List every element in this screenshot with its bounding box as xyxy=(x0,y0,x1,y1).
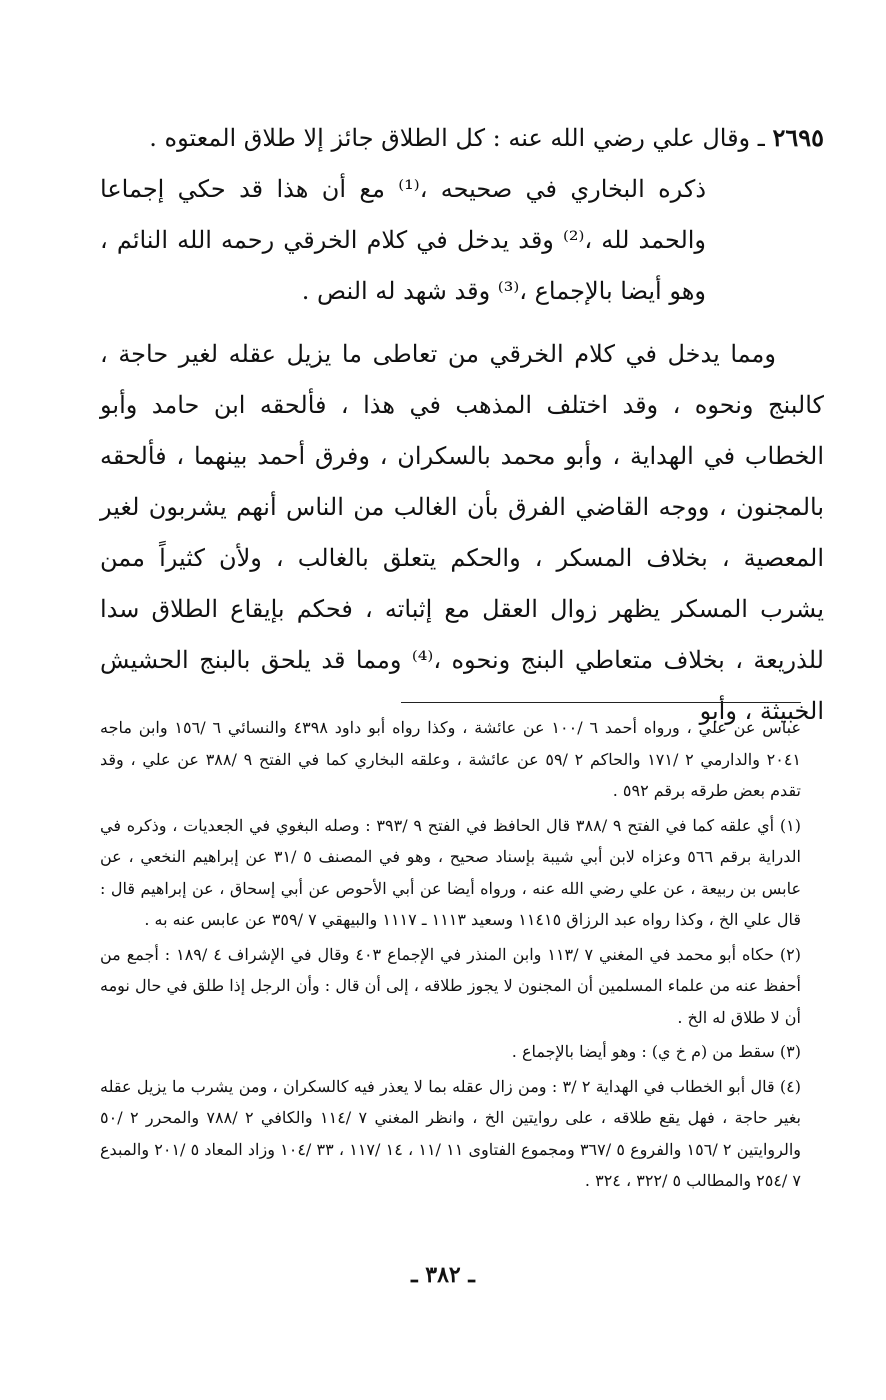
entry-continuation: ذكره البخاري في صحيحه ،⁽¹⁾ مع أن هذا قد حكي إجماعا والحمد لله ،⁽²⁾ وقد يدخل في كلام الخرقي رحمه الله النائم ، وهو أيضا بالإجماع ،⁽³⁾ وقد شهد له النص . xyxy=(100,175,707,305)
entry-number: ٢٦٩٥ xyxy=(772,123,824,152)
main-text xyxy=(100,112,824,737)
footnote-continued: عباس عن علي ، ورواه أحمد ٦ /١٠٠ عن عائشة ، وكذا رواه أبو داود ٤٣٩٨ والنسائي ٦ /١٥٦ وابن ماجه ٢٠٤١ والدارمي ٢ /١٧١ والحاكم ٢ /٥٩ عن عائشة ، وعلقه البخاري كما في الفتح ٩ /٣٨٨ عن علي ، وقد تقدم بعض طرقه برقم ٥٩٢ . xyxy=(100,718,802,800)
footnote-divider xyxy=(401,702,801,703)
footnote-2: (٢) حكاه أبو محمد في المغني ٧ /١١٣ وابن المنذر في الإجماع ٤٠٣ وقال في الإشراف ٤ /١٨٩ : أجمع من أحفظ عنه من علماء المسلمين أن المجنون لا يجوز طلاقه ، إلى أن قال : وأن الرجل إذا طلق في حال نومه أن لا طلاق له الخ . xyxy=(100,944,802,1027)
paragraph-commentary: ومما يدخل في كلام الخرقي من تعاطى ما يزيل عقله لغير حاجة ، كالبنج ونحوه ، وقد اختلف المذهب في هذا ، فألحقه ابن حامد وأبو الخطاب في الهداية ، وأبو محمد بالسكران ، وفرق أحمد بينهما ، فألحقه بالمجنون ، ووجه القاضي الفرق بأن الغالب من الناس أنهم يشربون لغير المعصية ، بخلاف المسكر ، والحكم يتعلق بالغالب ، ولأن كثيراً ممن يشرب المسكر يظهر زوال العقل مع إثباته ، فحكم بإيقاع الطلاق سدا للذريعة ، بخلاف متعاطي البنج ونحوه ،⁽⁴⁾ ومما قد يلحق بالبنج الحشيش الخبيثة ، وأبو xyxy=(100,340,824,725)
footnote-1: (١) أي علقه كما في الفتح ٩ /٣٨٨ قال الحافظ في الفتح ٩ /٣٩٣ : وصله البغوي في الجعديات ، وذكره في الدراية برقم ٥٦٦ وعزاه لابن أبي شيبة بإسناد صحيح ، وهو في المصنف ٥ /٣١ عن إبراهيم النخعي ، عن عابس بن ربيعة ، عن علي رضي الله عنه ، ورواه أيضا عن أبي الأحوص عن أبي إسحاق ، عن إبراهيم قال : قال علي الخ ، وكذا رواه عبد الرزاق ١١٤١٥ وسعيد ١١١٣ ـ ١١١٧ والبيهقي ٧ /٣٥٩ عن عابس عنه به . xyxy=(100,815,802,929)
footnotes xyxy=(100,712,801,1197)
page-number: ـ ٣٨٢ ـ xyxy=(411,1262,475,1288)
paragraph-entry xyxy=(100,112,824,317)
entry-first-line: ـ وقال علي رضي الله عنه : كل الطلاق جائز إلا طلاق المعتوه . xyxy=(149,124,765,152)
footnote-3: (٣) سقط من (م خ ي) : وهو أيضا بالإجماع . xyxy=(511,1042,801,1061)
footnote-4: (٤) قال أبو الخطاب في الهداية ٢ /٣ : ومن زال عقله بما لا يعذر فيه كالسكران ، ومن يشرب ما يزيل عقله بغير حاجة ، فهل يقع طلاقه ، على روايتين الخ ، وانظر المغني ٧ /١١٤ والكافي ٢ /٧٨٨ والمحرر ٢ /٥٠ والروايتين ٢ /١٥٦ والفروع ٥ /٣٦٧ ومجموع الفتاوى ١١ /١١ ، ١٤ /١١٧ ، ٣٣ /١٠٤ وزاد المعاد ٥ /٢٠١ والمبدع ٧ /٢٥٤ والمطالب ٥ /٣٢٢ ، ٣٢٤ . xyxy=(100,1076,802,1190)
